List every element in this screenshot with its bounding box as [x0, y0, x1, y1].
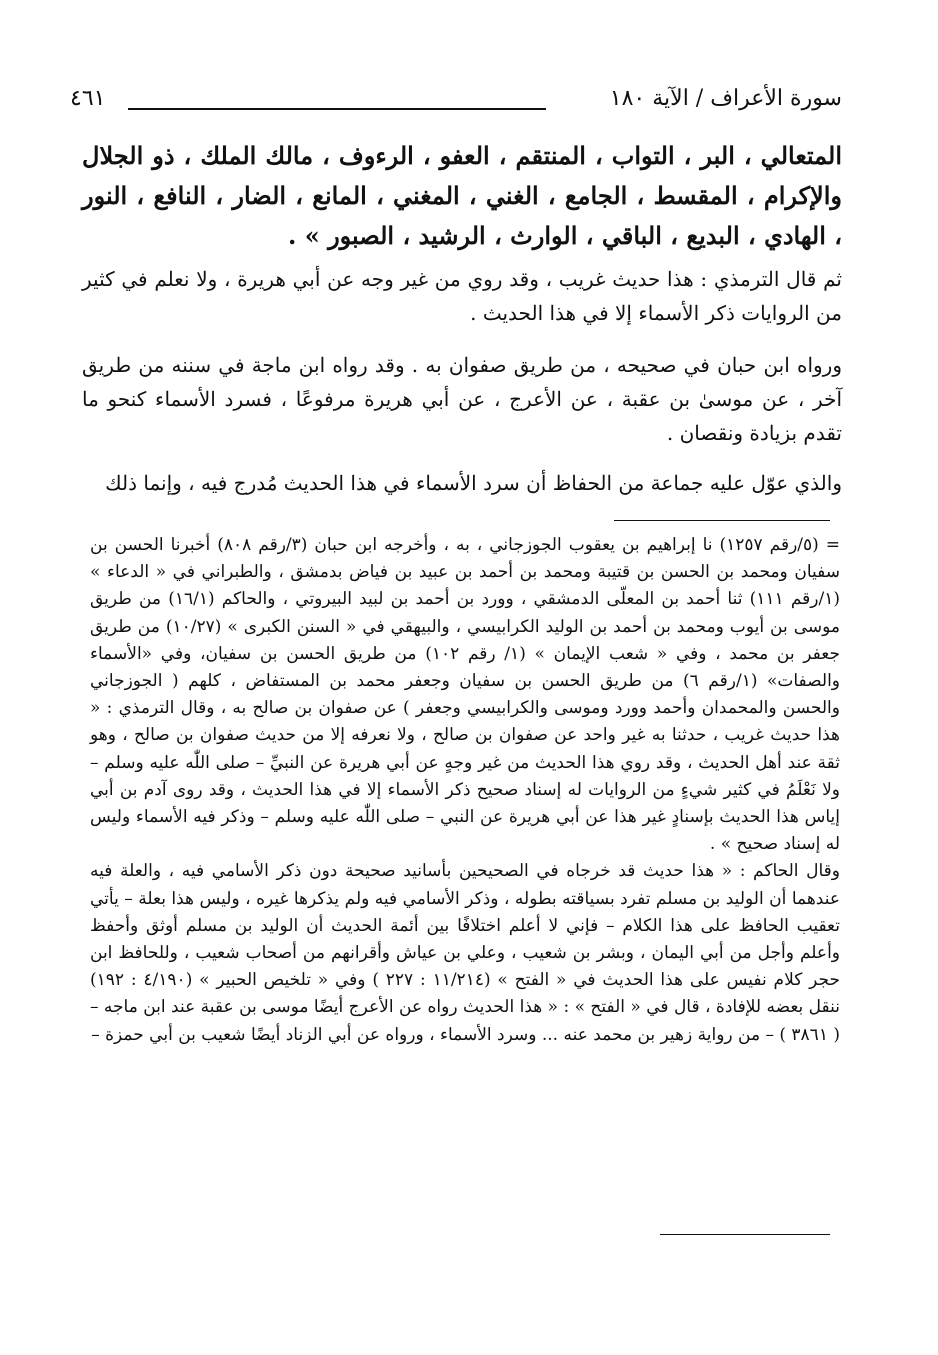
page-number: ٤٦١: [70, 86, 106, 111]
paragraph-ibn-hibban: ورواه ابن حبان في صحيحه ، من طريق صفوان به . وقد رواه ابن ماجة في سننه من طريق آخر ، عن موسىٰ بن عقبة ، عن الأعرج ، عن أبي هريرة مرفوعًا ، فسرد الأسماء كنحو ما تقدم بزيادة ونقصان .: [82, 353, 842, 445]
running-title: سورة الأعراف / الآية ١٨٠: [609, 86, 842, 111]
paragraph-huffaz: والذي عوّل عليه جماعة من الحفاظ أن سرد الأسماء في هذا الحديث مُدرج فيه ، وإنما ذلك: [105, 471, 842, 495]
footnote-separator: [614, 520, 830, 521]
page-header: [70, 80, 842, 124]
bottom-rule: [660, 1234, 830, 1235]
paragraph-tirmidhi: ثم قال الترمذي : هذا حديث غريب ، وقد روي من غير وجه عن أبي هريرة ، ولا نعلم في كثير من الروايات ذكر الأسماء إلا في هذا الحديث .: [82, 267, 842, 325]
header-rule: [128, 108, 546, 110]
footnote-hakim: وقال الحاكم : « هذا حديث قد خرجاه في الصحيحين بأسانيد صحيحة دون ذكر الأسامي فيه ، والعلة فيه عندهما أن الوليد بن مسلم تفرد بسياقته بطوله ، وذكر الأسامي فيه ولم يذكرها غيره ، وليس هذا بعلة – يأتي تعقيب الحافظ على هذا الكلام – فإني لا أعلم اختلافًا بين أئمة الحديث أن الوليد بن مسلم أوثق وأحفظ وأعلم وأجل من أبي اليمان ، وبشر بن شعيب ، وعلي بن عياش وأقرانهم من أصحاب شعيب ، وللحافظ ابن حجر كلام نفيس على هذا الحديث في « الفتح » (١١/٢١٤ : ٢٢٧ ) وفي « تلخيص الحبير » (٤/١٩٠ : ١٩٢) ننقل بعضه للإفادة ، قال في « الفتح » : « هذا الحديث رواه عن الأعرج أيضًا موسى بن عقبة عند ابن ماجه – ( ٣٨٦١ ) – من رواية زهير بن محمد عنه ... وسرد الأسماء ، ورواه عن أبي الزناد أيضًا شعيب بن أبي حمزة –: [90, 861, 840, 1045]
footnotes: [90, 532, 840, 1049]
footnote-continued: = (٥/رقم ١٢٥٧) نا إبراهيم بن يعقوب الجوزجاني ، به ، وأخرجه ابن حبان (٣/رقم ٨٠٨) أخبرنا الحسن بن سفيان ومحمد بن الحسن بن قتيبة ومحمد بن أحمد بن عبيد بن فياض بدمشق ، والطبراني في « الدعاء » (١/رقم ١١١) ثنا أحمد بن المعلّى الدمشقي ، وورد بن أحمد بن لبيد البيروتي ، والحاكم (١٦/١) من طريق موسى بن أيوب ومحمد بن أحمد بن الوليد الكرابيسي ، والبيهقي في « السنن الكبرى » (١٠/٢٧) من طريق جعفر بن محمد ، وفي « شعب الإيمان » (١/ رقم ١٠٢) من طريق الحسن بن سفيان، وفي «الأسماء والصفات» (١/رقم ٦) من طريق الحسن بن سفيان وجعفر محمد بن المستفاض ، كلهم ( الجوزجاني والحسن والمحمدان وأحمد وورد وموسى والكرابيسي وجعفر ) عن صفوان بن صالح به ، وقال الترمذي : « هذا حديث غريب ، حدثنا به غير واحد عن صفوان بن صالح ، ولا نعرفه إلا من حديث صفوان بن صالح ، وهو ثقة عند أهل الحديث ، وقد روي هذا الحديث من غير وجهٍ عن أبي هريرة عن النبيِّ – صلى اللّٰه عليه وسلم – ولا نَعْلَمُ في كثير شيءٍ من الروايات له إسناد صحيح ذكر الأسماء إلا في هذا الحديث ، وقد روى آدم بن أبي إياس هذا الحديث بإسنادٍ غير هذا عن أبي هريرة عن النبي – صلى اللّٰه عليه وسلم – وذكر فيه الأسماء وليس له إسناد صحيح » .: [90, 535, 841, 855]
divine-names-list: المتعالي ، البر ، التواب ، المنتقم ، العفو ، الرءوف ، مالك الملك ، ذو الجلال والإكرام ، المقسط ، الجامع ، الغني ، المغني ، المانع ، الضار ، النافع ، النور ، الهادي ، البديع ، الباقي ، الوارث ، الرشيد ، الصبور » .: [82, 141, 842, 250]
